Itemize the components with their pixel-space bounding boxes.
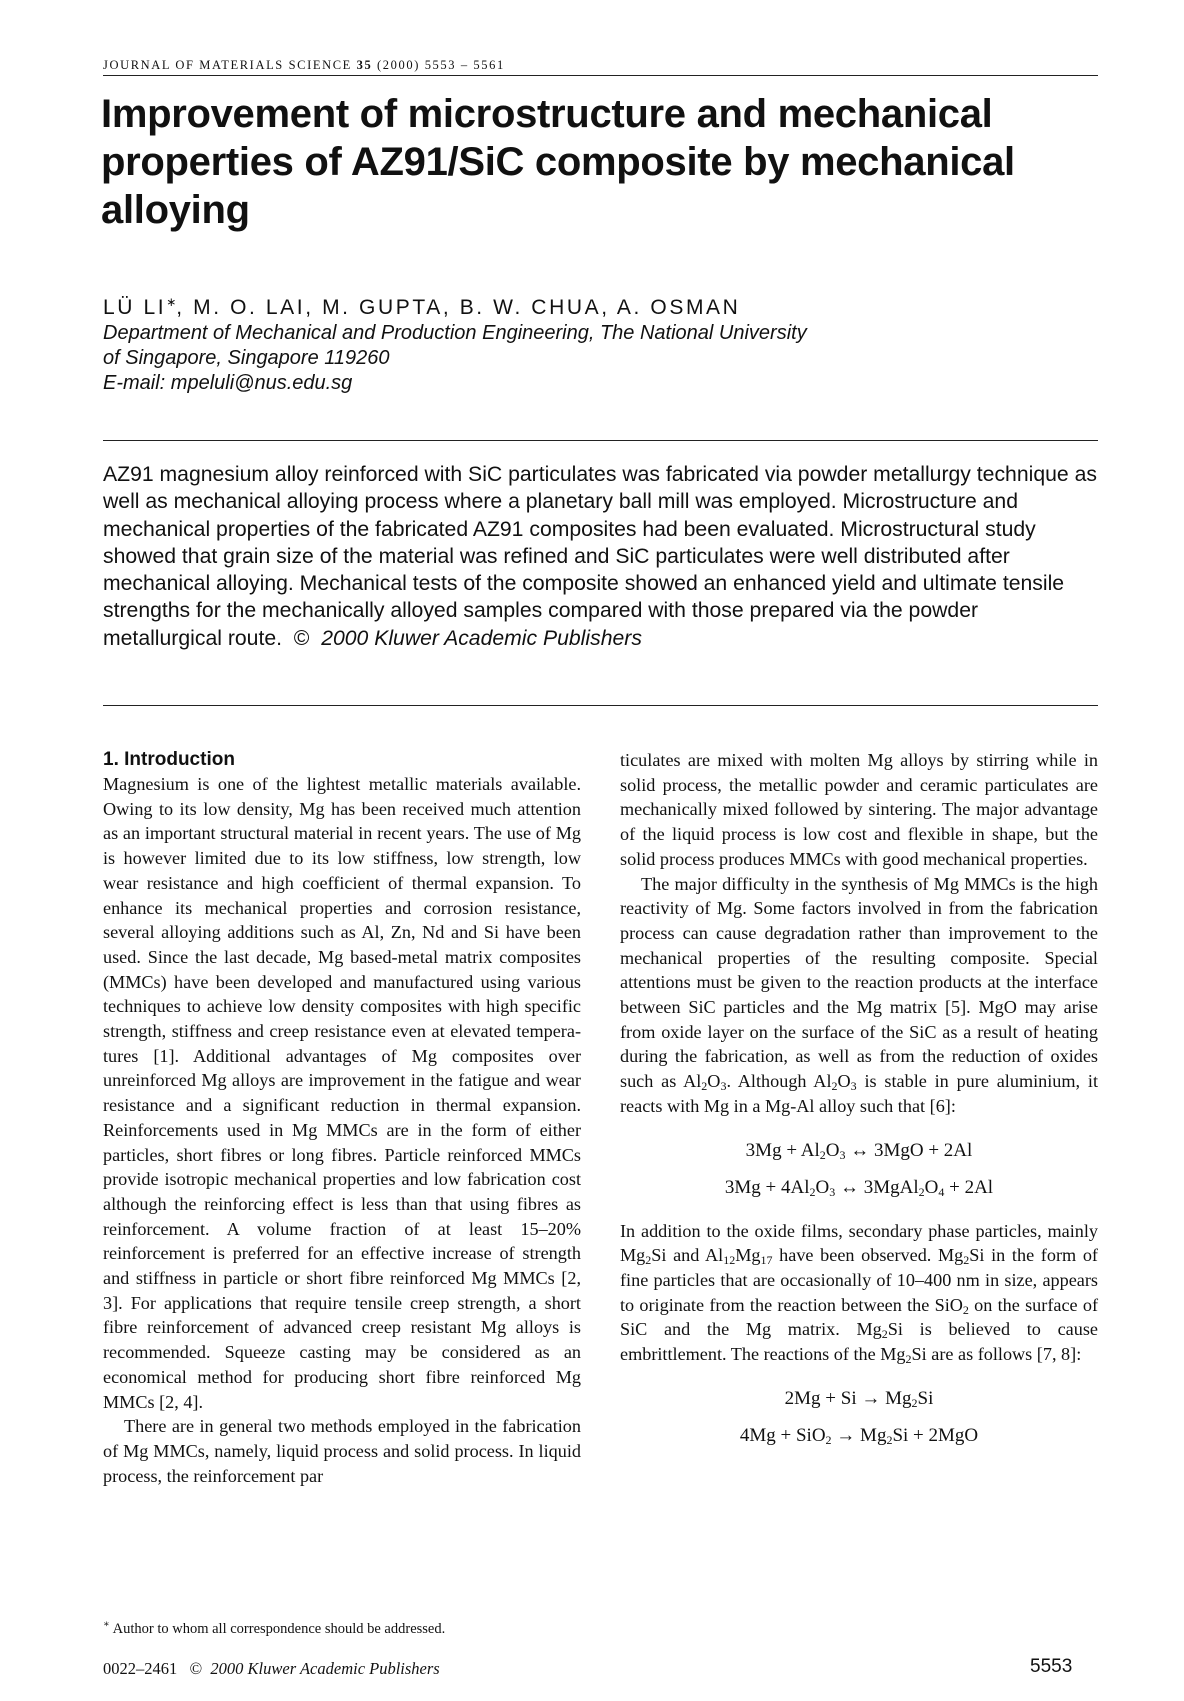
footer-copyright-symbol: ©	[189, 1659, 203, 1678]
paper-title: Improvement of microstructure and mechanical properties of AZ91/SiC composite by mechanical alloying	[101, 92, 1015, 232]
paragraph-3: ticulates are mixed with molten Mg alloys by stirring while in solid process, the metallic powder and ceramic particulates are mechanically mixed followed by sintering. The major advantage of the liquid process is low cost and flexible in shape, but the solid process produces MMCs with good mechanical properties.	[620, 750, 1098, 869]
right-column	[620, 748, 1098, 1467]
affiliation-line-2: of Singapore, Singapore 119260	[103, 347, 390, 369]
left-column	[103, 748, 581, 1488]
equation-3: $2Mg + Si \to Mg_2Si$	[784, 1387, 934, 1410]
abstract	[103, 461, 1098, 652]
paragraph-5: In addition to the oxide films, secondary phase particles, mainly $Mg_2Si$ and $Al_{12}Mg_{17}$ have been observed. $Mg_2Si$ in the form of fine particles that are occasionally of 10–400 nm in size, appears to originate from the reaction between the SiO$_2$ on the surface of SiC and the Mg matrix. $Mg_2Si$ is believed to cause embrittlement. The reactions of the $Mg_2Si$ are as follows [7, 8]:	[620, 1220, 1099, 1367]
abstract-top-rule	[103, 440, 1098, 441]
author-rest: , M. O. LAI, M. GUPTA, B. W. CHUA, A. OSMAN	[176, 296, 741, 319]
journal-volume: 35	[356, 58, 373, 72]
affiliation-line-1: Department of Mechanical and Production Engineering, The National University	[103, 322, 807, 344]
equation-2: $3Mg + 4Al_2O_3$ ↔ $3MgAl_2O_4 + 2Al$	[724, 1176, 994, 1199]
footer-publisher	[103, 1659, 440, 1679]
footnote	[103, 1619, 445, 1638]
affiliation-email[interactable]: E-mail: mpeluli@nus.edu.sg	[103, 372, 353, 394]
author-list	[103, 295, 740, 320]
author-marker: ∗	[166, 295, 177, 309]
author-first: LÜ LI	[103, 296, 167, 319]
paragraph-1: Magnesium is one of the lightest metallic materials available. Owing to its low density, Mg has been received much attention as an important structural material in recent years. The use of Mg is however limited due to its low stiffness, low strength, low wear resistance and high coefficient of thermal expansion. To enhance its mechanical properties and corrosion resistance, several alloying additions such as Al, Zn, Nd and Si have been used. Since the last decade, Mg based-metal matrix composites (MMCs) have been developed and manufactured using various techniques to achieve low density composites with high specific strength, stiffness and creep resistance even at elevated temperatures [1]. Additional advantages of Mg composites over unreinforced Mg alloys are improvement in the fatigue and wear resistance and a significant reduction in thermal expansion. Reinforcements used in Mg MMCs are in the form of either particles, short fibres or long fibres. Particle reinforced MMCs provide isotropic mechanical properties and low fabrication cost although the reinforcing effect is less than that using fibres as reinforcement. A volume fraction of at least 15–20% reinforcement is preferred for an effective increase of strength and stiffness in particle or short fibre reinforced Mg MMCs [2, 3]. For applications that require tensile creep strength, a short fibre reinforcement of advanced creep resistant Mg alloys is recommended. Squeeze casting may be considered as an economical method for producing short fibre reinforced Mg MMCs [2, 4].	[103, 774, 581, 1412]
abstract-bottom-rule	[103, 705, 1098, 706]
equation-4: $4Mg + SiO_2 \to Mg_2Si + 2MgO$	[739, 1424, 979, 1447]
paragraph-2: There are in general two methods employed in the fabrication of Mg MMCs, namely, liquid process and solid process. In liquid process, the reinforcement par	[103, 1416, 581, 1486]
equation-block-1	[620, 1132, 1098, 1206]
journal-name: JOURNAL OF MATERIALS SCIENCE	[103, 58, 352, 72]
affiliation	[103, 321, 1103, 396]
footer-copyright: 2000 Kluwer Academic Publishers	[210, 1659, 440, 1678]
paragraph-4: The major difficulty in the synthesis of Mg MMCs is the high reactivity of Mg. Some factors involved in from the fabrication process can cause degradation rather than improvement to the mechanical properties of the resulting composite. Special attentions must be given to the reaction products at the interface between SiC particles and the Mg matrix [5]. MgO may arise from oxide layer on the surface of the SiC as a result of heating during the fabrication, as well as from the reduction of oxides such as $Al_2O_3$. Although $Al_2O_3$ is stable in pure aluminium, it reacts with Mg in a Mg-Al alloy such that [6]:	[620, 873, 1098, 1116]
header-rule	[103, 75, 1098, 76]
footnote-text: Author to whom all correspondence should be addressed.	[109, 1620, 446, 1637]
equation-block-2	[620, 1380, 1098, 1454]
abstract-copyright-symbol: ©	[293, 626, 310, 650]
journal-header	[103, 58, 1098, 73]
journal-year-pages: (2000) 5553 – 5561	[377, 58, 505, 72]
abstract-text: AZ91 magnesium alloy reinforced with SiC particulates was fabricated via powder metallurgy technique as well as mechanical alloying process where a planetary ball mill was employed. Microstructure and mechanical properties of the fabricated AZ91 composites had been evaluated. Microstructural study showed that grain size of the material was refined and SiC particulates were well distributed after mechanical alloying. Mechanical tests of the composite showed an enhanced yield and ultimate tensile strengths for the mechanically alloyed samples compared with those prepared via the powder metallurgical route.	[103, 463, 1097, 650]
page-number: 5553	[1030, 1656, 1073, 1677]
section-heading: 1. Introduction	[103, 749, 235, 770]
footer-issn: 0022–2461	[103, 1659, 178, 1678]
equation-1: $3Mg + Al_2O_3$ ↔ 3MgO + 2Al	[745, 1139, 973, 1162]
abstract-copyright: 2000 Kluwer Academic Publishers	[321, 626, 642, 650]
footnote-marker: ∗	[103, 1619, 110, 1630]
